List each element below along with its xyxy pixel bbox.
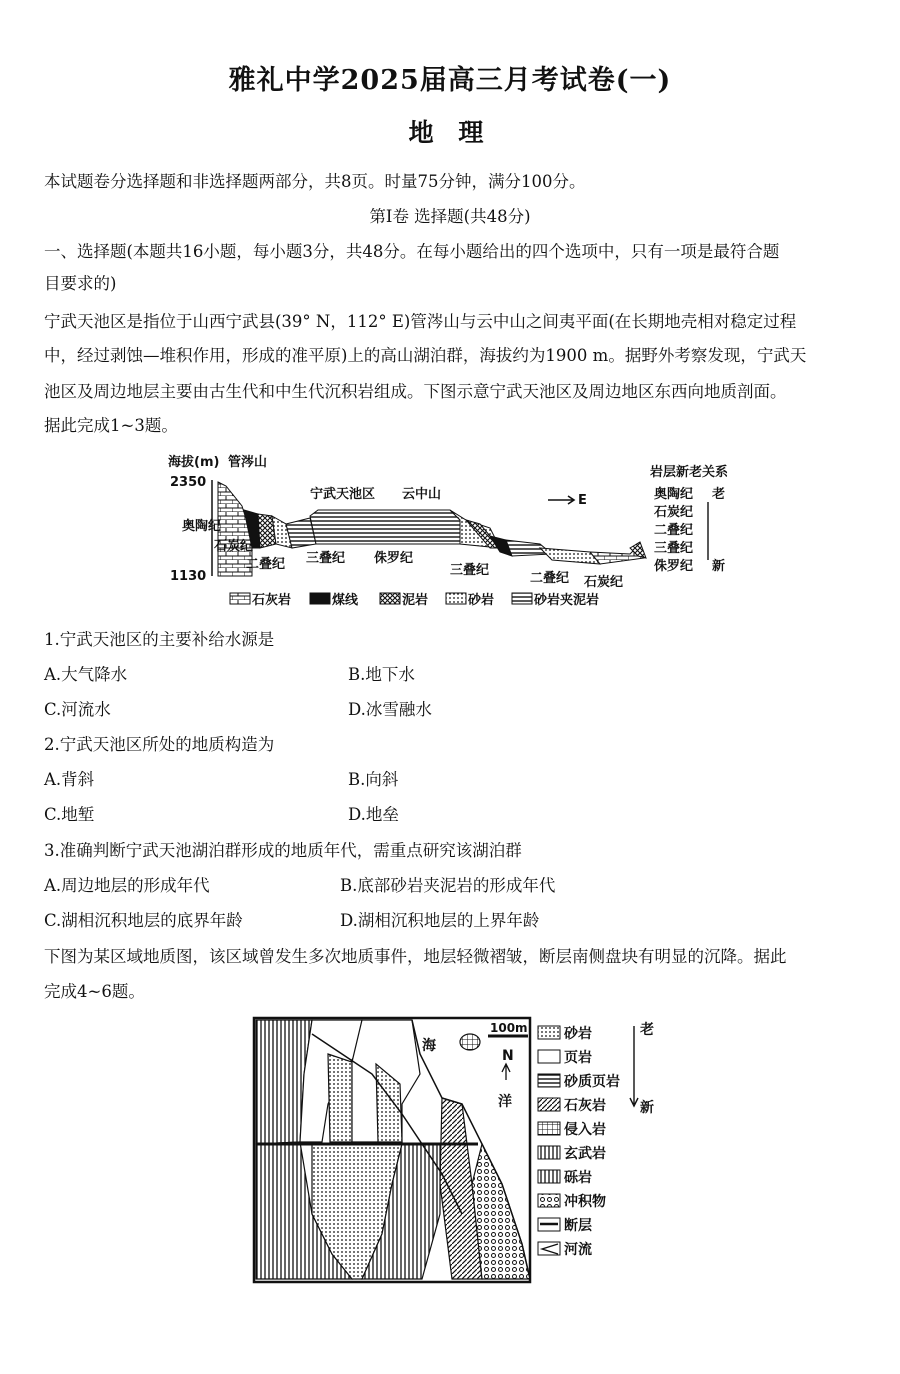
map-legend-swatch-sandstone <box>538 1026 560 1039</box>
q3-option-b[interactable]: B.底部砂岩夹泥岩的形成年代 <box>340 876 556 895</box>
fig1-axis-title: 海拔(m) <box>168 455 220 470</box>
stratum-erdie-west: 二叠纪 <box>246 557 286 572</box>
legend-swatch-interbedded <box>512 593 532 604</box>
map-legend-intrusive: 侵入岩 <box>564 1122 606 1138</box>
legend-mudstone: 泥岩 <box>402 593 429 608</box>
stratum-shitan-west: 石炭纪 <box>214 539 254 554</box>
map-legend-gravel: 砾岩 <box>564 1170 592 1186</box>
legend-sandstone: 砂岩 <box>468 593 495 608</box>
legend-swatch-mudstone <box>380 593 400 604</box>
map-sea-label-2: 洋 <box>498 1094 512 1110</box>
q3-option-a[interactable]: A.周边地层的形成年代 <box>44 876 210 895</box>
map-legend-sandy-shale: 砂质页岩 <box>564 1074 620 1090</box>
stratum-zhuluo: 侏罗纪 <box>374 551 414 566</box>
map-legend-basalt: 玄武岩 <box>564 1146 606 1162</box>
fig1-lake-area: 宁武天池区 <box>310 487 376 502</box>
legend-coal: 煤线 <box>332 593 359 608</box>
legend-swatch-coal <box>310 593 330 604</box>
direction-arrow <box>548 496 574 504</box>
passage1-line-3: 池区及周边地层主要由古生代和中生代沉积岩组成。下图示意宁武天池区及周边地区东西向地质剖面。 <box>44 382 787 401</box>
map-legend-swatch-limestone <box>538 1098 560 1111</box>
geologic-map-figure <box>252 1014 672 1286</box>
age-item-3: 二叠纪 <box>654 523 694 538</box>
q3-option-d[interactable]: D.湖相沉积地层的上界年龄 <box>340 911 540 930</box>
age-item-1: 奥陶纪 <box>654 487 694 502</box>
subject-title: 地 理 <box>408 118 492 147</box>
legend-swatch-sandstone <box>446 593 466 604</box>
q2-option-d[interactable]: D.地垒 <box>348 805 399 824</box>
stratum-erdie-east: 二叠纪 <box>530 571 570 586</box>
map-legend-swatch-alluvium <box>538 1194 560 1207</box>
passage1-line-2: 中，经过剥蚀—堆积作用，形成的准平原)上的高山湖泊群，海拔约为1900 m。据野外考察发现，宁武天 <box>44 346 807 365</box>
stratum-sandie-east: 三叠纪 <box>450 563 490 578</box>
map-legend-alluvium: 冲积物 <box>564 1194 606 1210</box>
map-legend-swatch-sandy-shale <box>538 1074 560 1087</box>
q2-stem: 2.宁武天池区所处的地质构造为 <box>44 735 275 754</box>
passage1-line-1: 宁武天池区是指位于山西宁武县(39° N，112° E)管涔山与云中山之间夷平面(在长期地壳相对稳定过程 <box>44 312 797 331</box>
q2-option-c[interactable]: C.地堑 <box>44 805 95 824</box>
age-old: 老 <box>712 487 726 502</box>
map-north-label: N <box>502 1048 514 1064</box>
passage2-line-2: 完成4~6题。 <box>44 982 145 1001</box>
stratum-aotao-west: 奥陶纪 <box>182 519 222 534</box>
age-item-4: 三叠纪 <box>654 541 694 556</box>
section-line-2: 目要求的) <box>44 274 117 293</box>
q1-option-c[interactable]: C.河流水 <box>44 700 111 719</box>
age-item-5: 侏罗纪 <box>654 559 694 574</box>
map-legend-shale: 页岩 <box>564 1050 592 1066</box>
age-item-2: 石炭纪 <box>654 505 694 520</box>
map-age-arrow <box>630 1026 638 1106</box>
map-legend-old: 老 <box>640 1022 654 1038</box>
q1-option-b[interactable]: B.地下水 <box>348 665 415 684</box>
map-region-sandstone-1 <box>328 1054 352 1142</box>
q3-stem: 3.准确判断宁武天池湖泊群形成的地质年代，需重点研究该湖泊群 <box>44 841 522 860</box>
age-new: 新 <box>712 559 726 574</box>
age-title: 岩层新老关系 <box>650 465 729 480</box>
q3-option-c[interactable]: C.湖相沉积地层的底界年龄 <box>44 911 243 930</box>
legend-interbedded: 砂岩夹泥岩 <box>534 593 600 608</box>
exam-title: 雅礼中学2025届高三月考试卷(一) <box>228 65 672 96</box>
q1-option-a[interactable]: A.大气降水 <box>44 665 128 684</box>
map-legend-swatch-intrusive <box>538 1122 560 1135</box>
map-legend-swatch-shale <box>538 1050 560 1063</box>
stratum-sandie-west: 三叠纪 <box>306 551 346 566</box>
map-sea-label-1: 海 <box>422 1038 436 1054</box>
part-title: 第Ⅰ卷 选择题(共48分) <box>369 207 531 226</box>
layer-interbedded-2 <box>310 510 460 544</box>
fig1-top-value: 2350 <box>170 475 207 490</box>
layer-sandstone-3 <box>540 548 600 564</box>
q1-option-d[interactable]: D.冰雪融水 <box>348 700 432 719</box>
map-legend-limestone: 石灰岩 <box>564 1098 606 1114</box>
map-legend-river: 河流 <box>564 1242 592 1258</box>
map-legend-fault: 断层 <box>564 1218 592 1234</box>
fig1-bottom-value: 1130 <box>170 569 207 584</box>
section-line-1: 一、选择题(本题共16小题，每小题3分，共48分。在每小题给出的四个选项中，只有一项是最符合题 <box>44 242 780 261</box>
q2-option-b[interactable]: B.向斜 <box>348 770 399 789</box>
passage1-line-4: 据此完成1~3题。 <box>44 416 178 435</box>
passage2-line-1: 下图为某区域地质图，该区域曾发生多次地质事件，地层轻微褶皱，断层南侧盘块有明显的沉降。据此 <box>44 947 787 966</box>
q1-stem: 1.宁武天池区的主要补给水源是 <box>44 630 275 649</box>
fig1-mountain-west: 管涔山 <box>228 455 268 470</box>
map-scale-label: 100m <box>490 1021 528 1035</box>
geologic-profile-figure <box>160 448 780 616</box>
legend-limestone: 石灰岩 <box>252 593 292 608</box>
map-legend-new: 新 <box>640 1100 654 1116</box>
map-island <box>460 1034 480 1050</box>
intro-text: 本试题卷分选择题和非选择题两部分，共8页。时量75分钟，满分100分。 <box>44 172 586 191</box>
fig1-mountain-east: 云中山 <box>402 487 442 502</box>
map-legend-swatch-basalt <box>538 1146 560 1159</box>
q2-option-a[interactable]: A.背斜 <box>44 770 95 789</box>
stratum-shitan-east: 石炭纪 <box>584 575 624 590</box>
map-legend-sandstone: 砂岩 <box>564 1026 592 1042</box>
legend-swatch-limestone <box>230 593 250 604</box>
map-legend-swatch-gravel <box>538 1170 560 1183</box>
fig1-direction: E <box>578 493 587 508</box>
